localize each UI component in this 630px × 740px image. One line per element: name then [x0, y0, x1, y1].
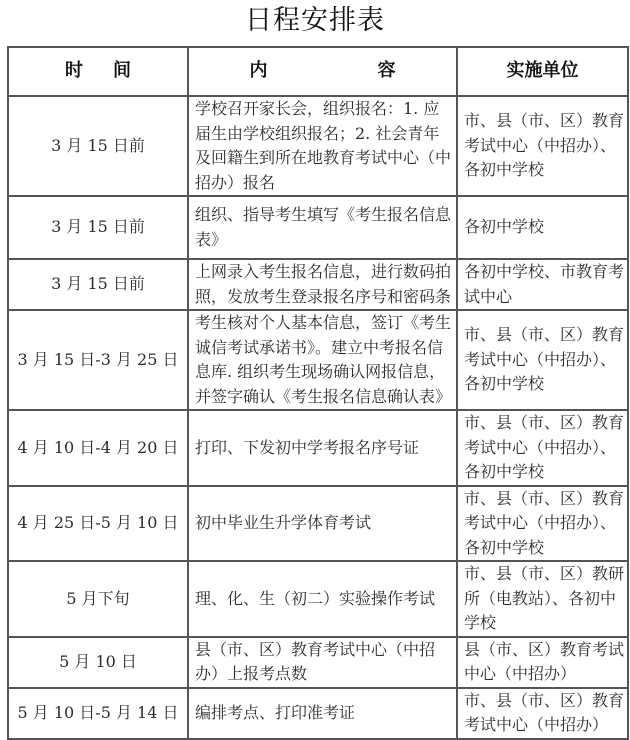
table-row: [8, 310, 628, 410]
header-time-char-2: 间: [113, 60, 131, 82]
time-cell: 3 月 15 日前: [8, 196, 188, 259]
unit-cell: 市、县（市、区）教育考试中心（中招办）、各初中学校: [457, 486, 628, 562]
time-cell: 3 月 15 日前: [8, 96, 188, 196]
header-content: [188, 47, 457, 96]
schedule-table: [7, 46, 629, 740]
time-cell: 3 月 15 日-3 月 25 日: [8, 310, 188, 410]
unit-cell: 市、县（市、区）教育考试中心（中招办）: [457, 688, 628, 739]
content-cell: 上网录入考生报名信息，进行数码拍照，发放考生登录报名序号和密码条: [188, 259, 457, 310]
content-cell: 学校召开家长会，组织报名：1. 应届生由学校组织报名；2. 社会青年及回籍生到所在地教育考试中心（中招办）报名: [188, 96, 457, 196]
table-row: [8, 410, 628, 486]
content-cell: 理、化、生（初二）实验操作考试: [188, 561, 457, 637]
header-unit: 实施单位: [457, 47, 628, 96]
header-content-char-1: 内: [249, 60, 268, 82]
content-cell: 考生核对个人基本信息，签订《考生诚信考试承诺书》。建立中考报名信息库. 组织考生现场确认网报信息，并签字确认《考生报名信息确认表》: [188, 310, 457, 410]
unit-cell: 各初中学校: [457, 196, 628, 259]
time-cell: 5 月下旬: [8, 561, 188, 637]
table-row: [8, 637, 628, 688]
header-content-char-2: 容: [377, 60, 396, 82]
header-time: [8, 47, 188, 96]
unit-cell: 各初中学校、市教育考试中心: [457, 259, 628, 310]
content-cell: 打印、下发初中学考报名序号证: [188, 410, 457, 486]
unit-cell: 市、县（市、区）教育考试中心（中招办）、各初中学校: [457, 310, 628, 410]
table-row: [8, 561, 628, 637]
unit-cell: 市、县（市、区）教研所（电教站）、各初中学校: [457, 561, 628, 637]
table-row: [8, 196, 628, 259]
table-row: [8, 688, 628, 739]
content-cell: 初中毕业生升学体育考试: [188, 486, 457, 562]
header-time-char-1: 时: [65, 60, 83, 82]
content-cell: 组织、指导考生填写《考生报名信息表》: [188, 196, 457, 259]
table-row: [8, 259, 628, 310]
content-cell: 县（市、区）教育考试中心（中招办）上报考点数: [188, 637, 457, 688]
time-cell: 4 月 10 日-4 月 20 日: [8, 410, 188, 486]
time-cell: 3 月 15 日前: [8, 259, 188, 310]
time-cell: 4 月 25 日-5 月 10 日: [8, 486, 188, 562]
time-cell: 5 月 10 日: [8, 637, 188, 688]
header-row: [8, 47, 628, 96]
table-row: [8, 96, 628, 196]
unit-cell: 县（市、区）教育考试中心（中招办）: [457, 637, 628, 688]
unit-cell: 市、县（市、区）教育考试中心（中招办）、各初中学校: [457, 96, 628, 196]
document-title: 日程安排表: [245, 5, 385, 36]
table-row: [8, 486, 628, 562]
time-cell: 5 月 10 日-5 月 14 日: [8, 688, 188, 739]
content-cell: 编排考点、打印准考证: [188, 688, 457, 739]
unit-cell: 市、县（市、区）教育考试中心（中招办）、各初中学校: [457, 410, 628, 486]
